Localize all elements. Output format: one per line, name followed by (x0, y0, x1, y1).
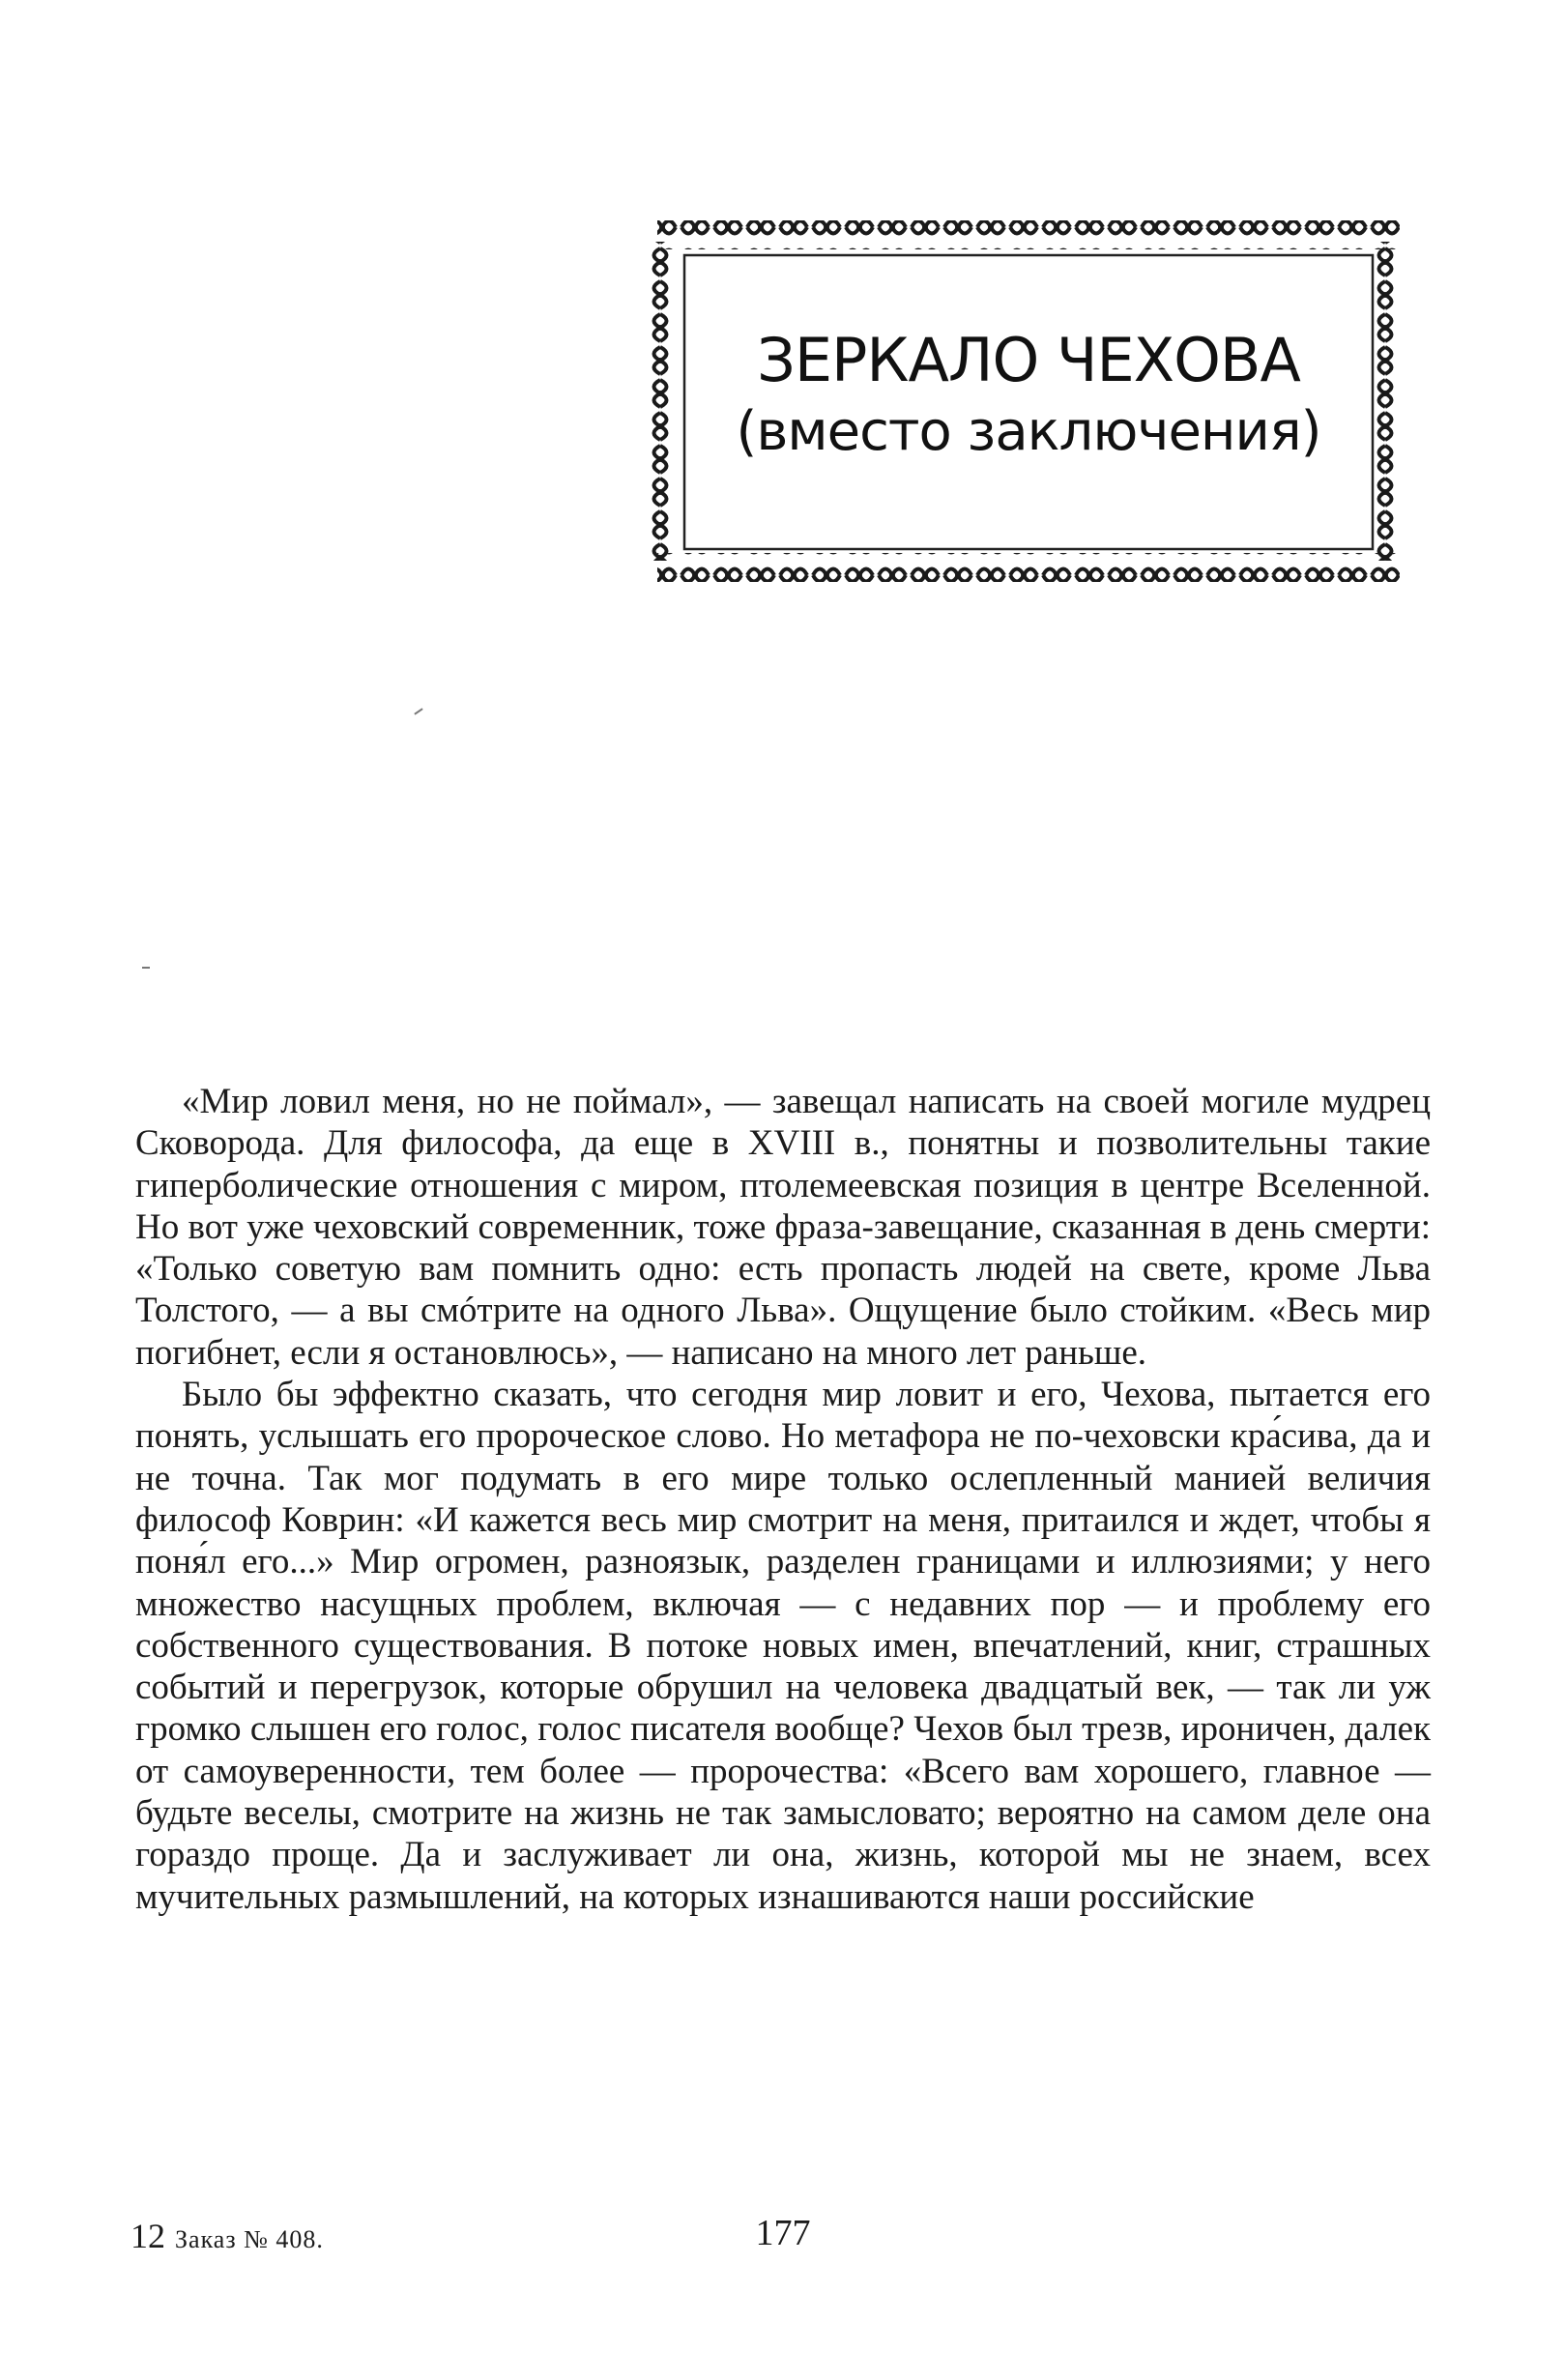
signature-number: 12 (130, 2217, 165, 2255)
print-speck (142, 967, 150, 969)
printer-signature (130, 2216, 324, 2256)
chapter-title-block (646, 213, 1411, 590)
chapter-title: ЗЕРКАЛО ЧЕХОВА (757, 325, 1300, 395)
paragraph: «Мир ловил меня, но не поймал», — завещал написать на своей могиле мудрец Сковорода. Для философа, да еще в XVIII в., понятны и позволительны такие гиперболические отношения с миром, птолемеевская позиция в центре Вселенной. Но вот уже чеховский современник, тоже фраза-завещание, сказанная в день смерти: «Только советую вам помнить одно: есть пропасть людей на свете, кроме Льва Толстого, — а вы смóтрите на одного Льва». Ощущение было стойким. «Весь мир погибнет, если я остановлюсь», — написано на много лет раньше. (135, 1082, 1431, 1373)
print-speck (414, 708, 422, 714)
page-number: 177 (755, 2213, 811, 2253)
chapter-subtitle: (вместо заключения) (736, 400, 1321, 463)
body-text (135, 1081, 1431, 1918)
paragraph: Было бы эффектно сказать, что сегодня мир ловит и его, Чехова, пытается его понять, услышать его пророческое слово. Но метафора не по-чеховски кра́сива, да и не точна. Так мог подумать в его мире только ослепленный манией величия философ Коврин: «И кажется весь мир смотрит на меня, притаился и ждет, чтобы я поня́л его...» Мир огромен, разноязык, разделен границами и иллюзиями; у него множество насущных проблем, включая — с недавних пор — и проблему его собственного существования. В потоке новых имен, впечатлений, книг, страшных событий и перегрузок, которые обрушил на человека двадцатый век, — так ли уж громко слышен его голос, голос писателя вообще? Чехов был трезв, ироничен, далек от самоуверенности, тем более — пророчества: «Всего вам хорошего, главное — будьте веселы, смотрите на жизнь не так замысловато; вероятно на самом деле она гораздо проще. Да и заслуживает ли она, жизнь, которой мы не знаем, всех мучительных размышлений, на которых изнашиваются наши российские (135, 1375, 1431, 1917)
signature-text: Заказ № 408. (175, 2225, 324, 2253)
chapter-title-frame (646, 213, 1411, 590)
